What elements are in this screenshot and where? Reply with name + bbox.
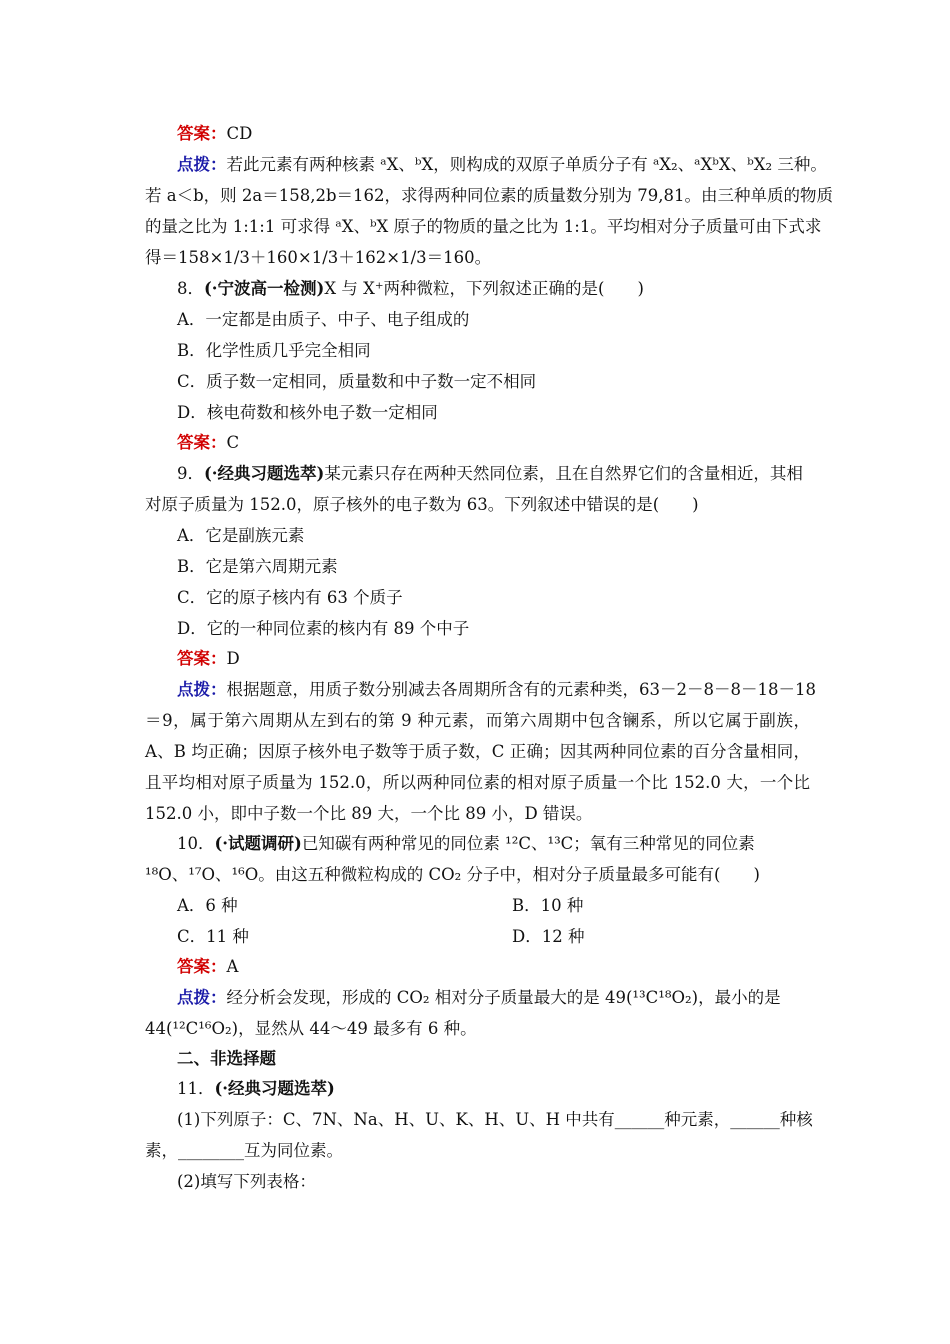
q9-hint-line-4: 且平均相对原子质量为 152.0，所以两种同位素的相对原子质量一个比 152.0 大，一个比 [145, 773, 810, 792]
question-text: 某元素只存在两种天然同位素，且在自然界它们的含量相近，其相 [324, 464, 803, 483]
q9-hint-line-3: A、B 均正确；因原子核外电子数等于质子数，C 正确；因其两种同位素的百分含量相同， [145, 742, 810, 761]
q9-option-c: C．它的原子核内有 63 个质子 [177, 588, 403, 607]
question-source: (·试题调研) [214, 834, 302, 853]
q10-option-d: D．12 种 [512, 927, 585, 946]
question-source: (·经典习题选萃) [214, 1079, 335, 1098]
answer-value: CD [226, 124, 253, 143]
q10-stem-line-1 [177, 833, 810, 855]
q10-options-row-1 [177, 895, 842, 917]
hint-label: 点拨： [177, 680, 227, 699]
q10-answer-line [177, 956, 842, 978]
q8-stem [177, 278, 842, 300]
q8-option-b: B．化学性质几乎完全相同 [177, 341, 371, 360]
hint-text: 经分析会发现，形成的 CO₂ 相对分子质量最大的是 49(¹³C¹⁸O₂)，最小的是 [226, 988, 781, 1007]
q7-hint-line-4: 得＝158×1/3＋160×1/3＋162×1/3＝160。 [145, 248, 492, 267]
q9-option-d: D．它的一种同位素的核内有 89 个中子 [177, 619, 470, 638]
answer-value: C [226, 433, 240, 452]
q9-hint-line-1 [177, 679, 816, 701]
q9-option-b: B．它是第六周期元素 [177, 557, 338, 576]
question-text: X 与 X⁺两种微粒，下列叙述正确的是( ) [324, 279, 644, 298]
question-number: 10． [177, 834, 215, 853]
q9-stem-line-1 [177, 463, 810, 485]
q8-option-a: A．一定都是由质子、中子、电子组成的 [177, 310, 470, 329]
q7-hint-line-3: 的量之比为 1:1:1 可求得 ᵃX、ᵇX 原子的物质的量之比为 1:1。平均相对分子质量可由下式求 [145, 217, 822, 236]
q11-part1-line-1: (1)下列原子：C、7N、Na、H、U、K、H、U、H 中共有______种元素，______种核 [177, 1110, 813, 1129]
q10-options-row-2 [177, 926, 842, 948]
hint-text: 根据题意，用质子数分别减去各周期所含有的元素种类，63－2－8－8－18－18 [226, 680, 816, 699]
answer-value: A [226, 957, 239, 976]
hint-label: 点拨： [177, 988, 227, 1007]
answer-label: 答案： [177, 433, 227, 452]
answer-label: 答案： [177, 957, 227, 976]
section-title: 二、非选择题 [177, 1049, 276, 1068]
q9-option-a: A．它是副族元素 [177, 526, 305, 545]
q10-stem-line-2: ¹⁸O、¹⁷O、¹⁶O。由这五种微粒构成的 CO₂ 分子中，相对分子质量最多可能有( ) [145, 865, 760, 884]
q11-part2: (2)填写下列表格： [177, 1172, 316, 1191]
answer-label: 答案： [177, 649, 227, 668]
q10-option-a: A．6 种 [177, 896, 238, 915]
q10-option-b: B．10 种 [512, 896, 584, 915]
question-number: 11． [177, 1079, 215, 1098]
answer-label: 答案： [177, 124, 227, 143]
q9-stem-line-2: 对原子质量为 152.0，原子核外的电子数为 63。下列叙述中错误的是( ) [145, 495, 699, 514]
q10-option-c: C．11 种 [177, 927, 249, 946]
q8-option-d: D．核电荷数和核外电子数一定相同 [177, 403, 438, 422]
question-number: 8． [177, 279, 204, 298]
hint-label: 点拨： [177, 155, 227, 174]
q11-part1-line-2: 素，________互为同位素。 [145, 1141, 343, 1160]
q9-answer-line [177, 648, 842, 670]
question-number: 9． [177, 464, 204, 483]
answer-value: D [226, 649, 240, 668]
q7-hint-line-1 [177, 154, 842, 176]
q10-hint-line-2: 44(¹²C¹⁶O₂)，显然从 44～49 最多有 6 种。 [145, 1019, 477, 1038]
q10-hint-line-1 [177, 987, 810, 1009]
q7-answer-line [177, 123, 842, 145]
question-source: (·宁波高一检测) [204, 279, 325, 298]
q9-hint-line-2: ＝9，属于第六周期从左到右的第 9 种元素，而第六周期中包含镧系，所以它属于副族， [145, 711, 810, 730]
hint-text: 若此元素有两种核素 ᵃX、ᵇX，则构成的双原子单质分子有 ᵃX₂、ᵃXᵇX、ᵇX₂ 三种。 [226, 155, 827, 174]
q11-stem [177, 1078, 842, 1100]
q9-hint-line-5: 152.0 小，即中子数一个比 89 大，一个比 89 小，D 错误。 [145, 804, 593, 823]
q7-hint-line-2: 若 a＜b，则 2a＝158,2b＝162，求得两种同位素的质量数分别为 79,81。由三种单质的物质 [145, 186, 833, 205]
question-text: 已知碳有两种常见的同位素 ¹²C、¹³C；氧有三种常见的同位素 [301, 834, 755, 853]
question-source: (·经典习题选萃) [204, 464, 325, 483]
q8-answer-line [177, 432, 842, 454]
q8-option-c: C．质子数一定相同，质量数和中子数一定不相同 [177, 372, 537, 391]
